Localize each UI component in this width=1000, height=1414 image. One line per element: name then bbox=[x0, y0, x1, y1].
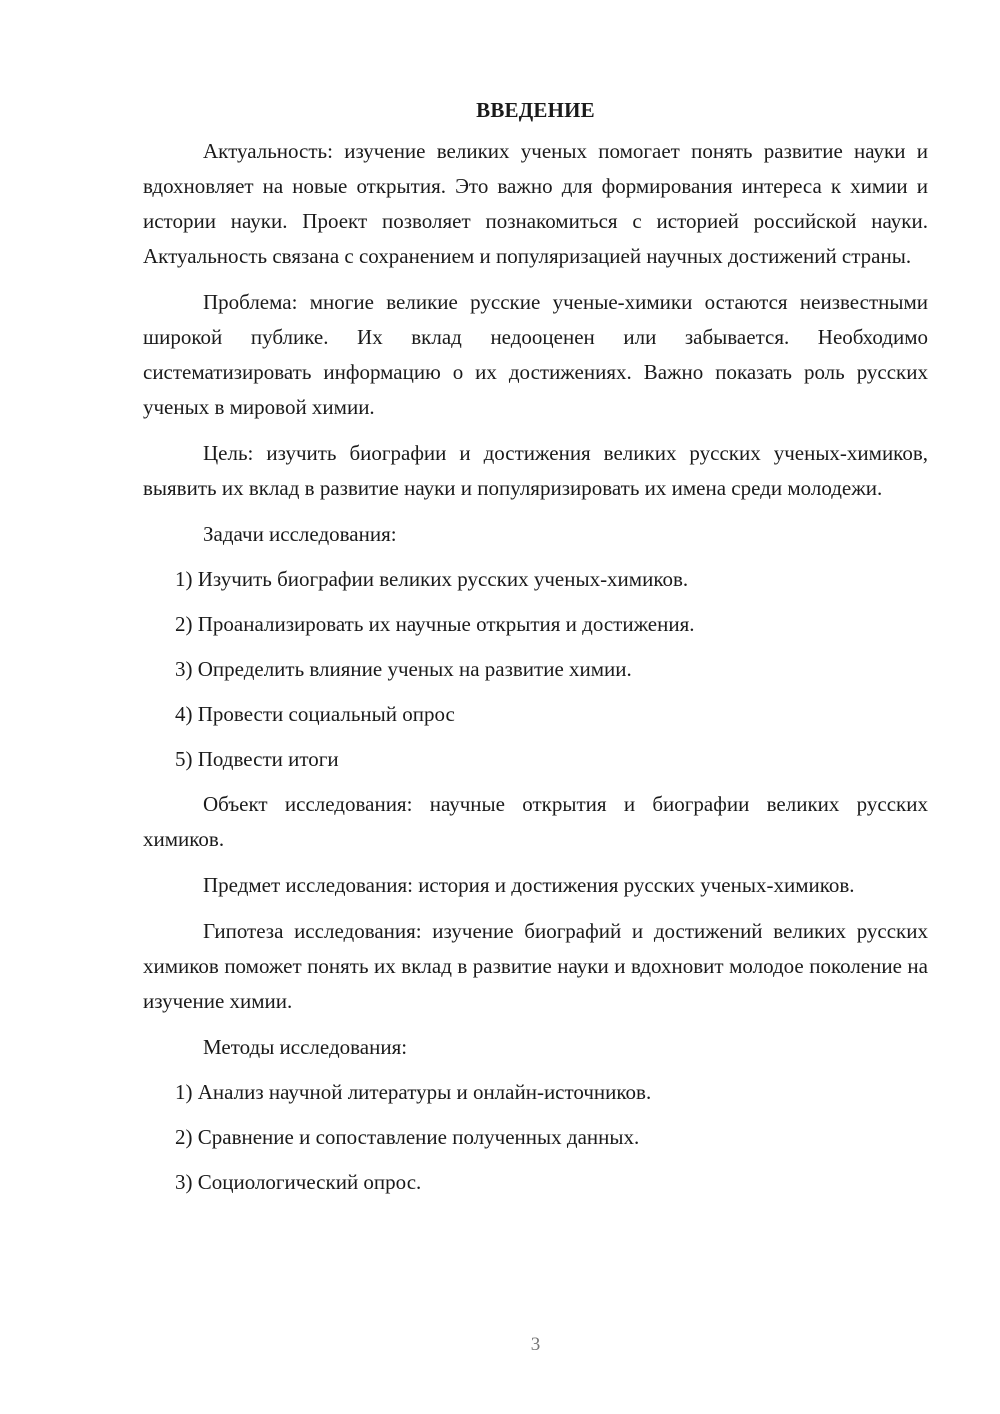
object-paragraph: Объект исследования: научные открытия и биографии великих русских химиков. bbox=[143, 792, 928, 851]
relevance-paragraph: Актуальность: изучение великих ученых помогает понять развитие науки и вдохновляет на новые открытия. Это важно для формирования интереса к химии и истории науки. Проект позволяет познакомиться с историей российской науки. Актуальность связана с сохранением и популяризацией научных достижений страны. bbox=[143, 139, 928, 268]
subject-paragraph: Предмет исследования: история и достижения русских ученых-химиков. bbox=[203, 873, 855, 897]
tasks-heading: Задачи исследования: bbox=[203, 522, 397, 546]
list-item: 5) Подвести итоги bbox=[175, 747, 339, 771]
list-item: 3) Социологический опрос. bbox=[175, 1170, 422, 1194]
list-item: 1) Анализ научной литературы и онлайн-источников. bbox=[175, 1080, 652, 1104]
list-item: 1) Изучить биографии великих русских ученых-химиков. bbox=[175, 567, 689, 591]
hypothesis-paragraph: Гипотеза исследования: изучение биографий и достижений великих русских химиков поможет понять их вклад в развитие науки и вдохновит молодое поколение на изучение химии. bbox=[143, 919, 928, 1013]
tasks-list bbox=[143, 562, 928, 777]
list-item: 3) Определить влияние ученых на развитие химии. bbox=[175, 657, 632, 681]
goal-paragraph: Цель: изучить биографии и достижения великих русских ученых-химиков, выявить их вклад в развитие науки и популяризировать их имена среди молодежи. bbox=[143, 441, 928, 500]
page-number: 3 bbox=[530, 1334, 541, 1355]
list-item: 2) Проанализировать их научные открытия и достижения. bbox=[175, 612, 695, 636]
list-item: 4) Провести социальный опрос bbox=[175, 702, 455, 726]
page-title: ВВЕДЕНИЕ bbox=[476, 98, 595, 122]
document-page bbox=[143, 96, 928, 1210]
methods-heading: Методы исследования: bbox=[203, 1035, 408, 1059]
methods-list bbox=[143, 1075, 928, 1200]
list-item: 2) Сравнение и сопоставление полученных данных. bbox=[175, 1125, 640, 1149]
problem-paragraph: Проблема: многие великие русские ученые-химики остаются неизвестными широкой публике. Их вклад недооценен или забывается. Необходимо систематизировать информацию о их достижениях. Важно показать роль русских ученых в мировой химии. bbox=[143, 290, 928, 419]
